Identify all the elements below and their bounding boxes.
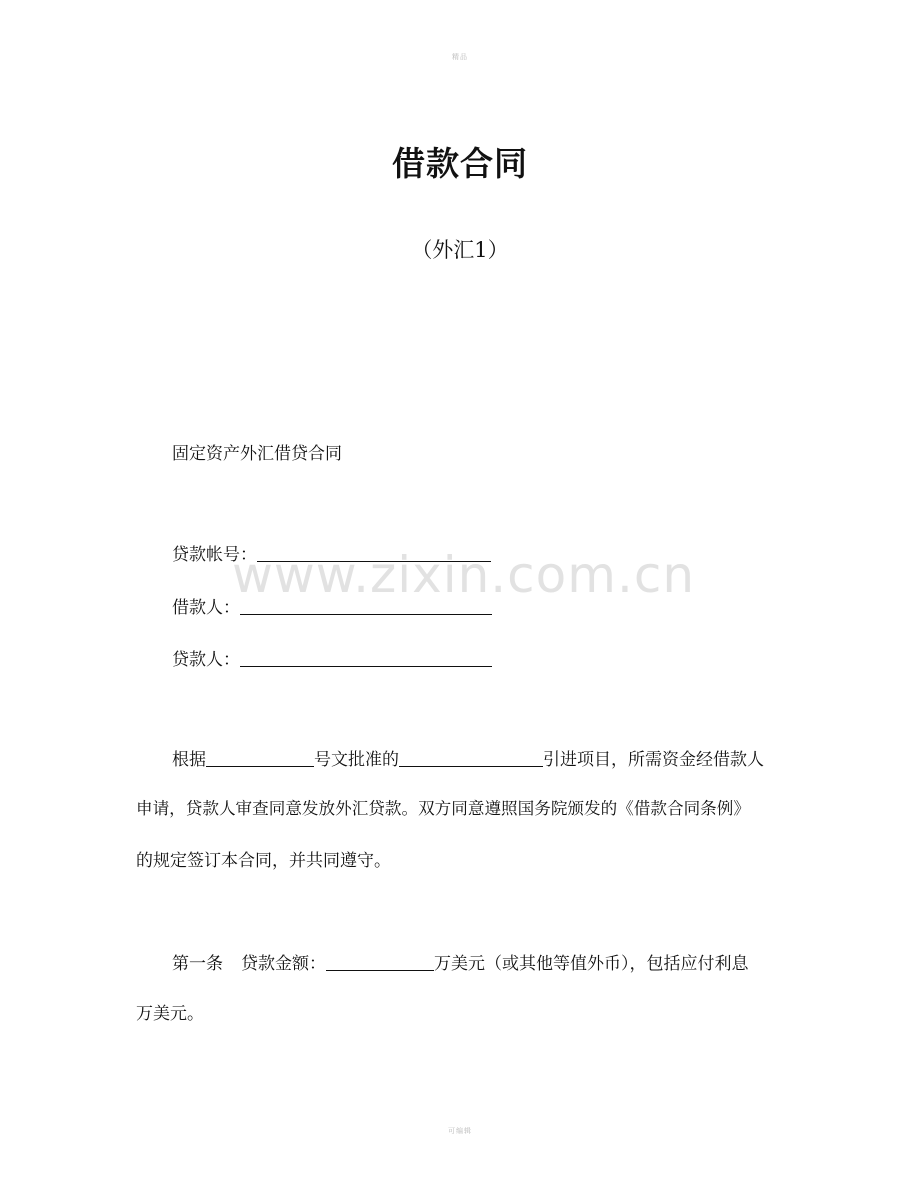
article-1-line-2: 万美元。 [136,1004,204,1024]
document-subtitle: （外汇1） [411,238,509,262]
preamble-text-b: 号文批准的 [314,750,399,770]
project-name-blank[interactable] [399,748,543,767]
doc-heading: 固定资产外汇借贷合同 [172,444,342,464]
lender-label: 贷款人： [172,650,240,670]
borrower-field-row [172,594,492,620]
preamble-text-a: 根据 [172,750,206,770]
borrower-blank[interactable] [240,596,492,615]
account-label: 贷款帐号： [172,545,257,565]
preamble-text-c: 引进项目，所需资金经借款人 [543,750,764,770]
borrower-label: 借款人： [172,598,240,618]
footer-mark: 可编辑 [448,1127,472,1135]
preamble-line-2: 申请，贷款人审查同意发放外汇贷款。双方同意遵照国务院颁发的《借款合同条例》 [136,799,750,818]
preamble-line-1 [172,746,764,772]
document-title: 借款合同 [392,144,528,183]
header-mark: 精品 [452,53,468,61]
account-field-row [172,541,491,567]
approval-number-blank[interactable] [206,748,314,767]
watermark: www.zixin.com.cn [232,546,696,604]
article-1-label: 贷款金额： [241,954,326,974]
article-1-text: 万美元（或其他等值外币），包括应付利息 [434,954,749,974]
lender-field-row [172,646,492,672]
lender-blank[interactable] [240,648,492,667]
article-1-number: 第一条 [172,954,223,974]
article-1-line-1 [172,950,749,976]
account-blank[interactable] [257,543,491,562]
preamble-line-3: 的规定签订本合同，并共同遵守。 [136,851,391,871]
loan-amount-blank[interactable] [326,952,434,971]
